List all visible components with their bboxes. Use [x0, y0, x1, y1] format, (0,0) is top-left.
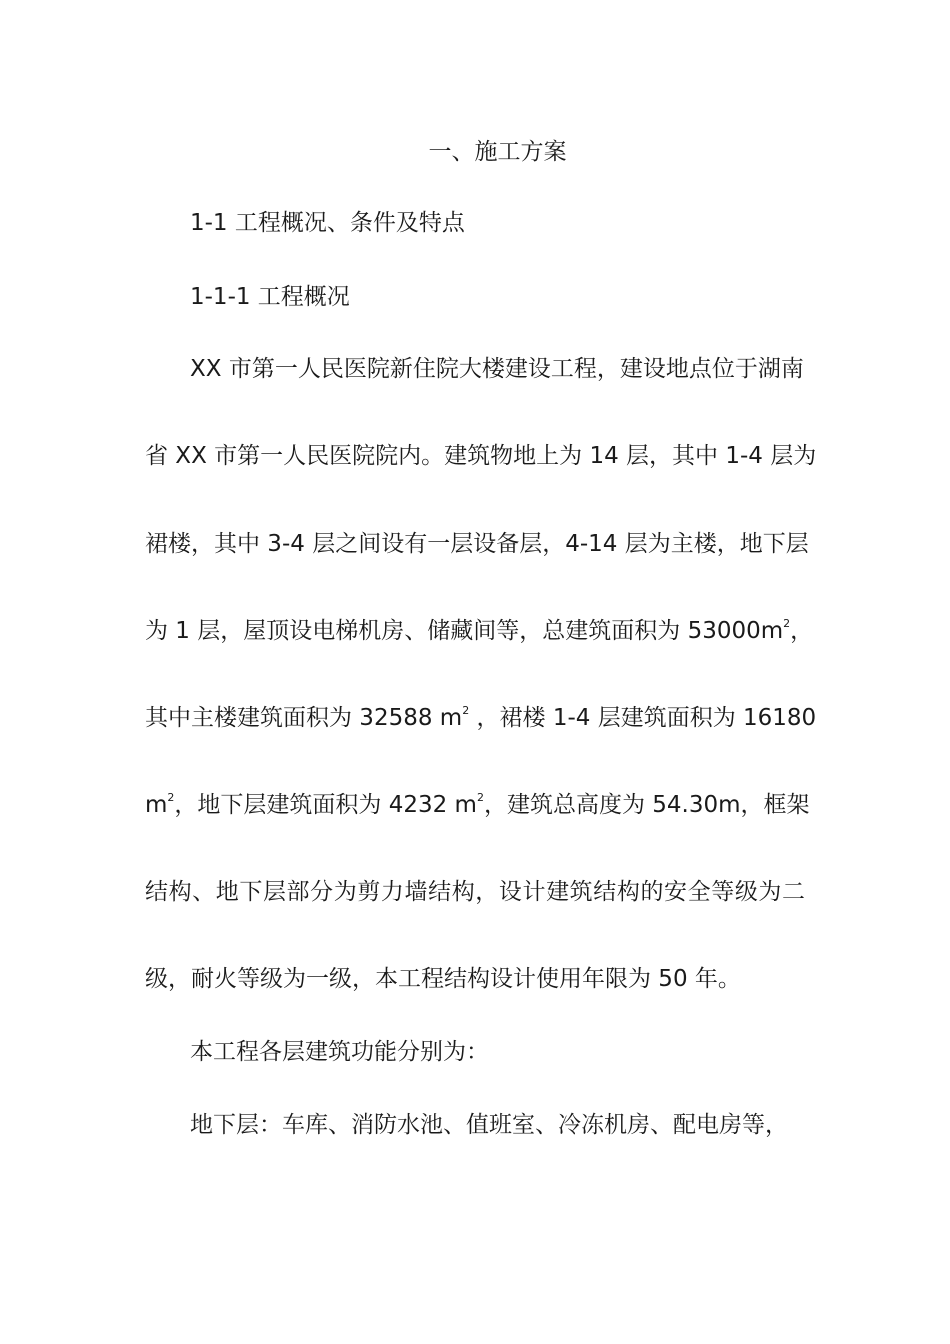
section-heading: 1-1 工程概况、条件及特点 [190, 210, 465, 236]
superscript: 2 [476, 791, 484, 805]
paragraph-line: XX 市第一人民医院新住院大楼建设工程，建设地点位于湖南 [190, 356, 804, 382]
basement-functions: 地下层：车库、消防水池、值班室、冷冻机房、配电房等， [190, 1112, 788, 1138]
paragraph-line [145, 616, 813, 646]
line-text: ，地下层建筑面积为 4232 m [174, 792, 477, 818]
paragraph-line: 裙楼，其中 3-4 层之间设有一层设备层，4-14 层为主楼，地下层 [145, 531, 809, 557]
paragraph-line: 级，耐火等级为一级，本工程结构设计使用年限为 50 年。 [145, 966, 741, 992]
line-text: 为 1 层，屋顶设电梯机房、储藏间等，总建筑面积为 53000m [145, 618, 784, 644]
superscript: 2 [783, 617, 791, 631]
paragraph-line: 结构、地下层部分为剪力墙结构，设计建筑结构的安全等级为二 [145, 879, 805, 905]
subsection-heading: 1-1-1 工程概况 [190, 284, 350, 310]
superscript: 2 [462, 704, 470, 718]
document-title: 一、施工方案 [428, 139, 567, 165]
line-text: ，建筑总高度为 54.30m，框架 [483, 792, 810, 818]
line-text: ， [790, 618, 814, 644]
line-text: 其中主楼建筑面积为 32588 m [145, 705, 463, 731]
paragraph-line [145, 703, 816, 733]
superscript: 2 [167, 791, 175, 805]
functions-intro: 本工程各层建筑功能分别为： [190, 1039, 489, 1065]
paragraph-line: 省 XX 市第一人民医院院内。建筑物地上为 14 层，其中 1-4 层为 [145, 443, 817, 469]
line-text: ，裙楼 1-4 层建筑面积为 16180 [469, 705, 817, 731]
line-text: m [145, 792, 168, 818]
paragraph-line [145, 790, 810, 820]
